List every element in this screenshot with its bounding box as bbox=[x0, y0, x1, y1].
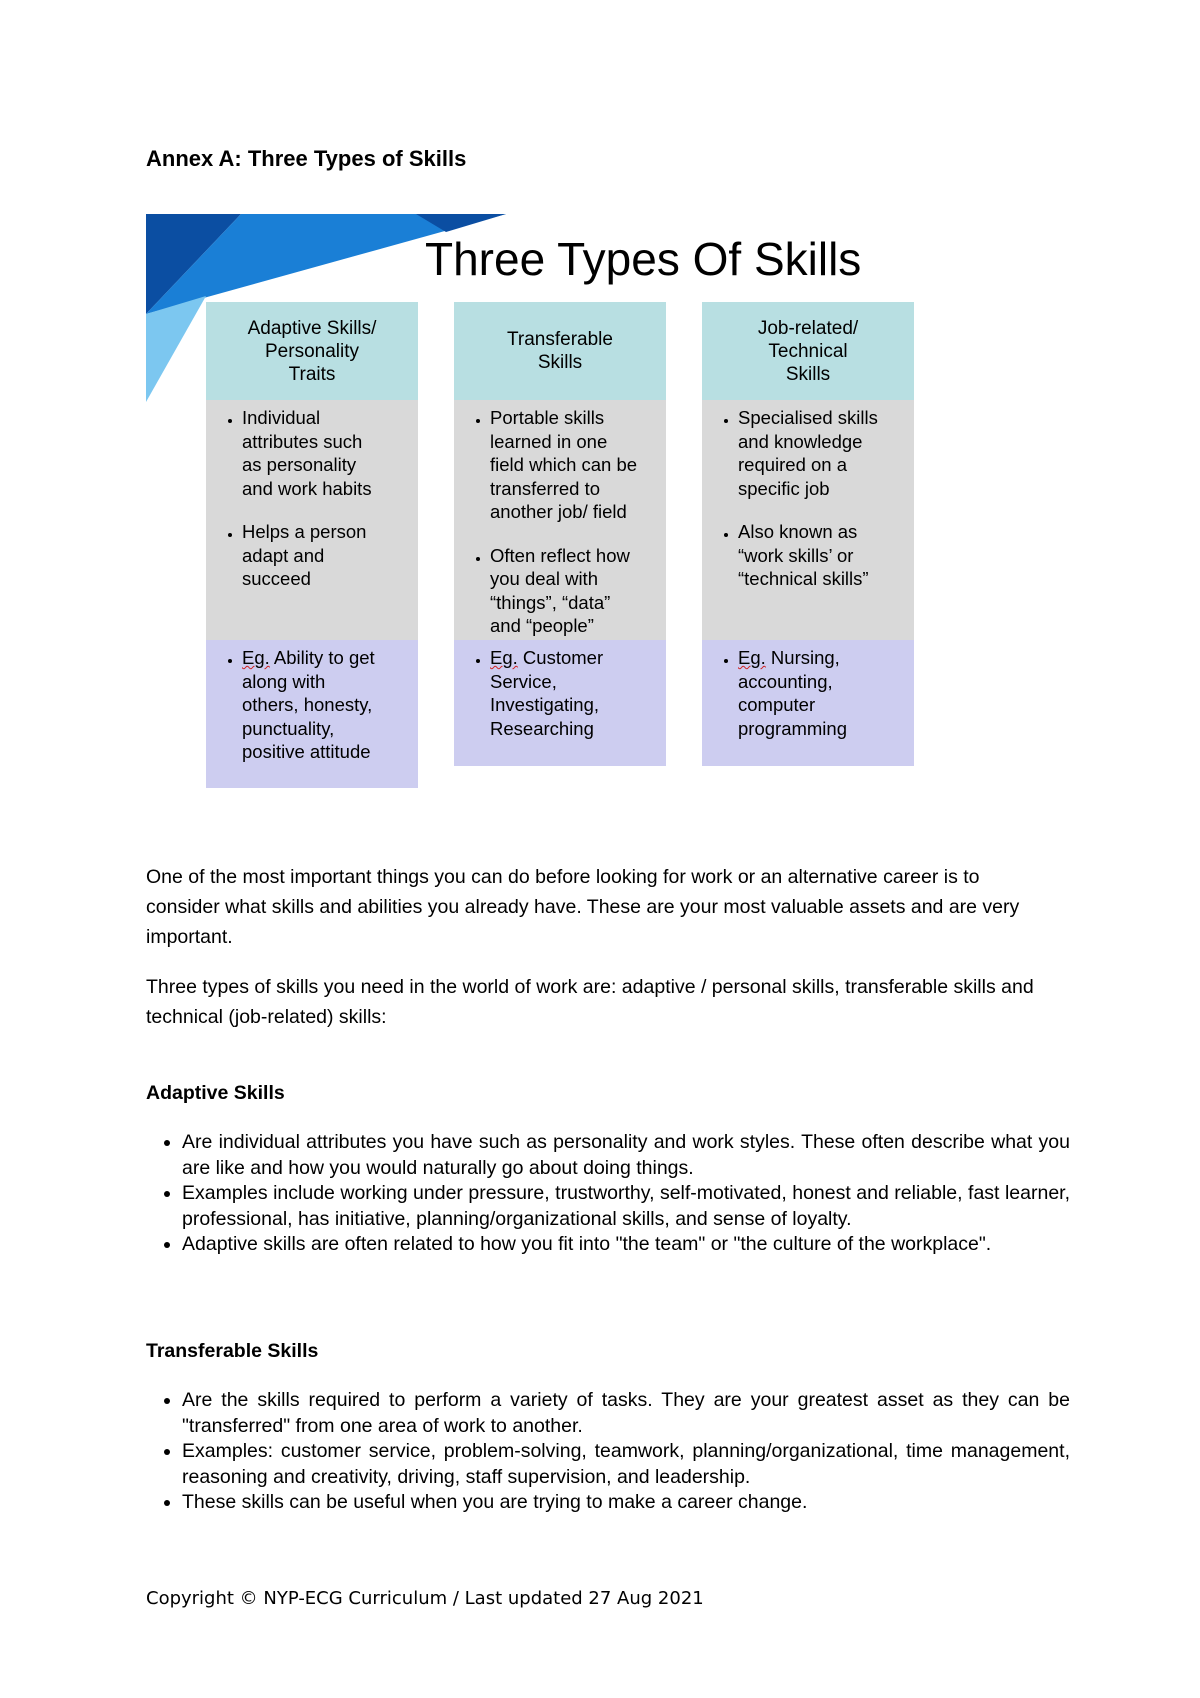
example-item bbox=[242, 646, 410, 764]
list-item: • Examples include working under pressure, trustworthy, self-motivated, honest and reliable, fast learner, professional, has initiative, planning/organizational skills, and sense of loyalty. bbox=[182, 1181, 1070, 1232]
list-item: • Are individual attributes you have such as personality and work styles. These often describe what you are like and how you would naturally go about doing things. bbox=[182, 1130, 1070, 1181]
column-example bbox=[454, 640, 666, 766]
column-header bbox=[454, 302, 666, 400]
list-item: • Are the skills required to perform a variety of tasks. They are your greatest asset as they can be "transferred" from one area of work to another. bbox=[182, 1388, 1070, 1439]
column-transferable-skills bbox=[454, 302, 666, 766]
example-item bbox=[490, 646, 658, 740]
column-adaptive-skills bbox=[206, 302, 418, 788]
list-item: • Examples: customer service, problem-solving, teamwork, planning/organizational, time management, reasoning and creativity, driving, staff supervision, and leadership. bbox=[182, 1439, 1070, 1490]
list-item: • Often reflect how you deal with “things”, “data” and “people” bbox=[490, 544, 658, 638]
list-item: • Adaptive skills are often related to how you fit into "the team" or "the culture of the workplace". bbox=[182, 1232, 1070, 1258]
column-example bbox=[702, 640, 914, 766]
three-types-of-skills-infographic bbox=[146, 214, 946, 794]
example-text: Customer Service, Investigating, Researching bbox=[490, 647, 604, 739]
section-heading-transferable-skills: Transferable Skills bbox=[146, 1340, 319, 1362]
intro-paragraph: One of the most important things you can do before looking for work or an alternative career is to consider what skills and abilities you already have. These are your most valuable assets and are very important. bbox=[146, 866, 1020, 948]
footer-copyright: Copyright © NYP-ECG Curriculum / Last updated 27 Aug 2021 bbox=[146, 1588, 704, 1609]
list-item: • Specialised skills and knowledge required on a specific job bbox=[738, 406, 906, 500]
column-header-text: Transferable Skills bbox=[507, 329, 613, 373]
light-blue-triangle bbox=[146, 296, 206, 402]
list-item: • Also known as “work skills’ or “technical skills” bbox=[738, 520, 906, 591]
example-label: Eg. bbox=[738, 647, 766, 668]
example-item bbox=[738, 646, 906, 740]
example-text: Nursing, accounting, computer programming bbox=[738, 647, 847, 739]
column-job-related-skills bbox=[702, 302, 914, 766]
adaptive-skills-list bbox=[146, 1130, 1070, 1258]
column-description bbox=[702, 400, 914, 640]
section-heading-adaptive-skills: Adaptive Skills bbox=[146, 1082, 285, 1104]
list-item: • Individual attributes such as personality and work habits bbox=[242, 406, 410, 500]
example-label: Eg. bbox=[242, 647, 270, 668]
annex-title: Annex A: Three Types of Skills bbox=[146, 146, 467, 171]
transferable-skills-list bbox=[146, 1388, 1070, 1516]
column-description bbox=[454, 400, 666, 640]
example-text: Ability to get along with others, honesty, punctuality, positive attitude bbox=[242, 647, 375, 762]
list-item: • These skills can be useful when you are trying to make a career change. bbox=[182, 1490, 1070, 1516]
column-example bbox=[206, 640, 418, 788]
column-header bbox=[206, 302, 418, 400]
column-description bbox=[206, 400, 418, 640]
column-header bbox=[702, 302, 914, 400]
column-header-text: Adaptive Skills/ Personality Traits bbox=[247, 317, 377, 385]
list-item: • Helps a person adapt and succeed bbox=[242, 520, 410, 591]
column-header-text: Job-related/ Technical Skills bbox=[757, 317, 859, 385]
list-item: • Portable skills learned in one field which can be transferred to another job/ field bbox=[490, 406, 658, 524]
example-label: Eg. bbox=[490, 647, 518, 668]
intro-paragraph: Three types of skills you need in the world of work are: adaptive / personal skills, transferable skills and technical (job-related) skills: bbox=[146, 976, 1034, 1028]
infographic-title: Three Types Of Skills bbox=[425, 233, 862, 285]
